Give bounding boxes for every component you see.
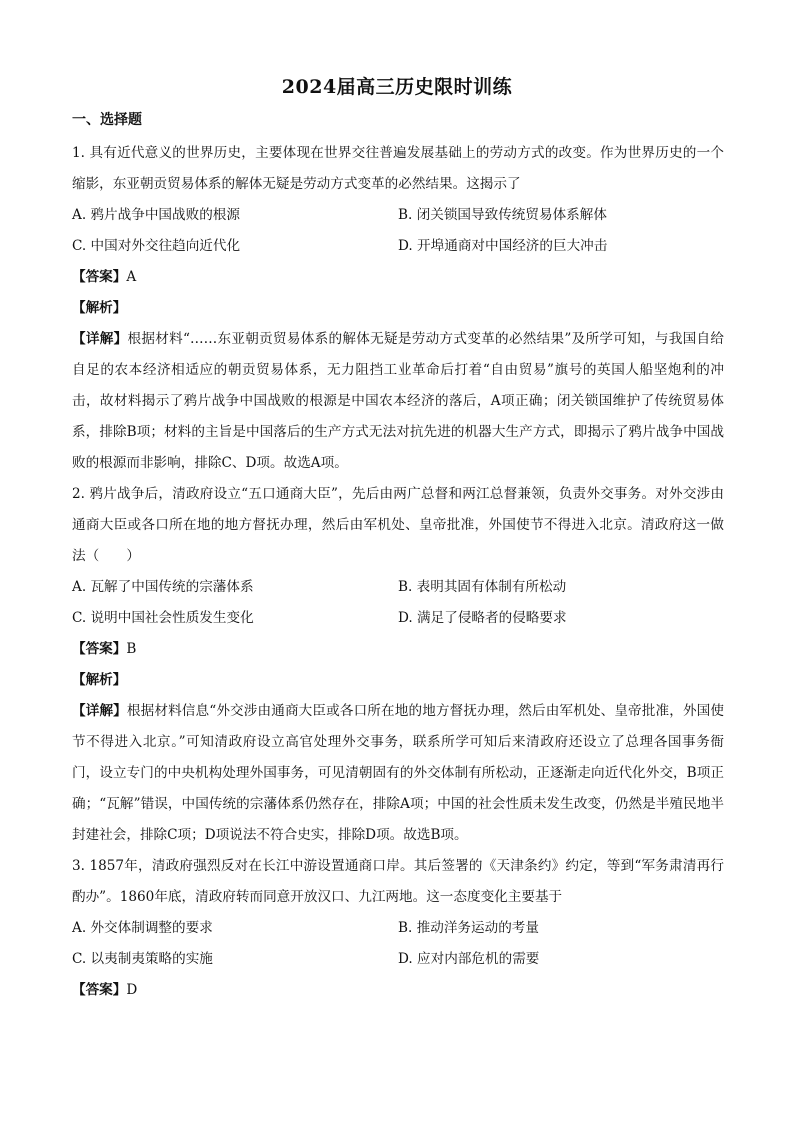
answer-value: B [126,641,137,657]
option-d: D. 开埠通商对中国经济的巨大冲击 [398,238,608,254]
question-stem: 3. 1857年，清政府强烈反对在长江中游设置通商口岸。其后签署的《天津条约》约定，等到“军务肃清再行酌办”。1860年底，清政府转而同意开放汉口、九江两地。这一态度变化主要基于 [72,858,724,905]
analysis-line [72,665,724,696]
options-list [72,572,724,634]
question-stem: 2. 鸦片战争后，清政府设立“五口通商大臣”，先后由两广总督和两江总督兼领，负责外交事务。对外交涉由通商大臣或各口所在地的地方督抚办理，然后由军机处、皇帝批准，外国使节不得进入北京。清政府这一做法（ ） [72,486,724,564]
page-title: 2024届高三历史限时训练 [281,76,513,98]
detail-tag: 【详解】 [72,331,128,347]
answer-line [72,634,724,665]
option-c: C. 以夷制夷策略的实施 [72,951,213,967]
options-list [72,200,724,262]
option-d: D. 应对内部危机的需要 [398,951,540,967]
question-2 [72,479,724,851]
answer-tag: 【答案】 [72,641,127,657]
detail-text: 根据材料信息“外交涉由通商大臣或各口所在地的地方督抚办理，然后由军机处、皇帝批准，外国使节不得进入北京。”可知清政府设立高官处理外交事务，联系所学可知后来清政府还设立了总理各国事务衙门，设立专门的中央机构处理外国事务，可见清朝固有的外交体制有所松动，正逐渐走向近代化外交，B项正确；“瓦解”错误，中国传统的宗藩体系仍然存在，排除A项；中国的社会性质未发生改变，仍然是半殖民地半封建社会，排除C项；D项说法不符合史实，排除D项。故选B项。 [72,703,725,843]
question-3 [72,851,724,1006]
option-c: C. 说明中国社会性质发生变化 [72,610,254,626]
detail-text: 根据材料“……东亚朝贡贸易体系的解体无疑是劳动方式变革的必然结果”及所学可知，与我国自给自足的农本经济相适应的朝贡贸易体系，无力阻挡工业革命后打着“自由贸易”旗号的英国人船坚炮利的冲击，故材料揭示了鸦片战争中国战败的根源是中国农本经济的落后，A项正确；闭关锁国维护了传统贸易体系，排除B项；材料的主旨是中国落后的生产方式无法对抗先进的机器大生产方式，即揭示了鸦片战争中国战败的根源而非影响，排除C、D项。故选A项。 [72,331,724,471]
option-a: A. 鸦片战争中国战败的根源 [72,207,240,223]
option-d: D. 满足了侵略者的侵略要求 [398,610,567,626]
option-a: A. 外交体制调整的要求 [72,920,213,936]
answer-line [72,262,724,293]
analysis-line [72,293,724,324]
answer-line [72,975,724,1006]
answer-tag: 【答案】 [72,982,127,998]
section-heading: 一、选择题 [72,112,142,128]
option-c: C. 中国对外交往趋向近代化 [72,238,241,254]
option-b: B. 推动洋务运动的考量 [398,920,539,936]
question-1 [72,138,724,479]
option-a: A. 瓦解了中国传统的宗藩体系 [72,579,254,595]
answer-value: A [126,269,137,285]
answer-value: D [126,982,138,998]
detail-tag: 【详解】 [72,703,127,719]
answer-tag: 【答案】 [72,269,127,285]
questions-content [72,138,724,1006]
option-b: B. 闭关锁国导致传统贸易体系解体 [398,207,607,223]
question-stem: 1. 具有近代意义的世界历史，主要体现在世界交往普遍发展基础上的劳动方式的改变。作为世界历史的一个缩影，东亚朝贡贸易体系的解体无疑是劳动方式变革的必然结果。这揭示了 [72,145,724,192]
analysis-tag: 【解析】 [72,300,127,316]
options-list [72,913,724,975]
analysis-tag: 【解析】 [72,672,127,688]
option-b: B. 表明其固有体制有所松动 [398,579,567,595]
detail-paragraph [72,324,724,479]
detail-paragraph [72,696,724,851]
